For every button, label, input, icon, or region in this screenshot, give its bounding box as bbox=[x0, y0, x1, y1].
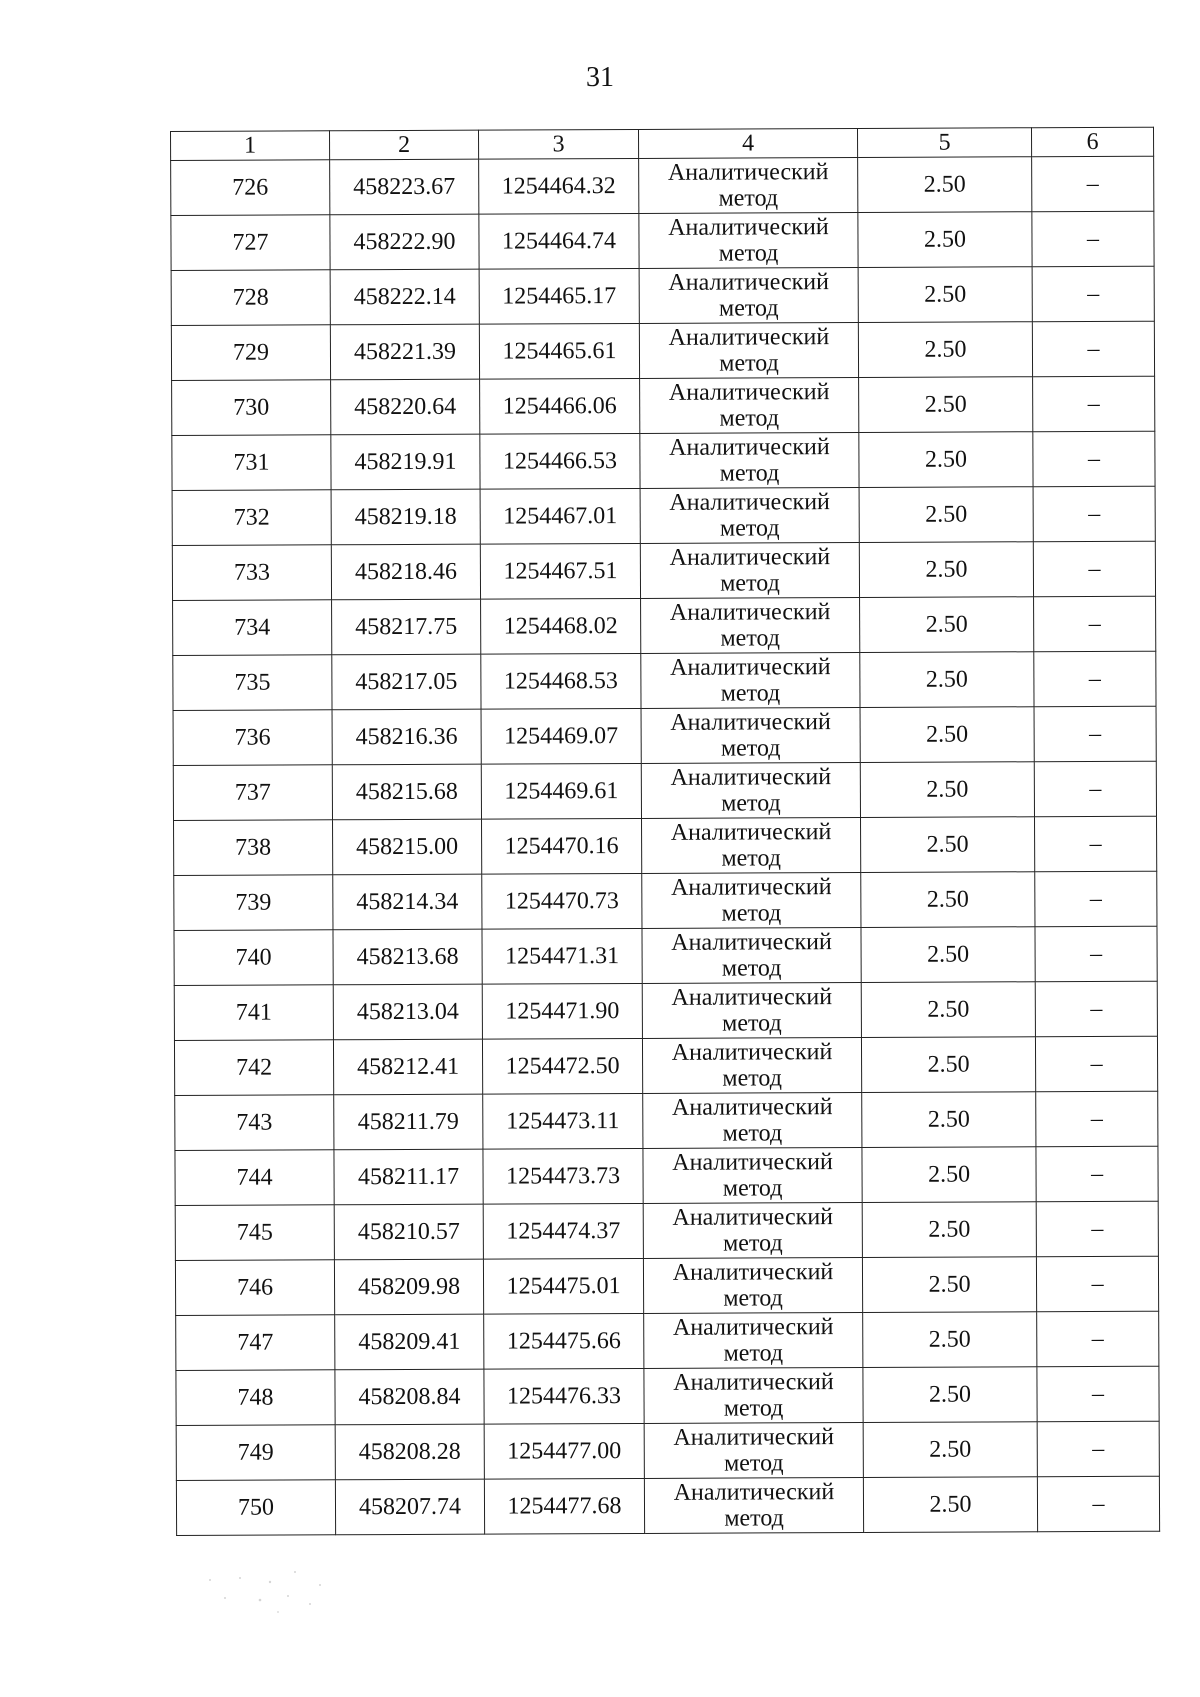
y-coordinate-cell: 1254473.73 bbox=[483, 1148, 643, 1204]
accuracy-cell: 2.50 bbox=[859, 432, 1033, 488]
note-cell: – bbox=[1035, 981, 1157, 1037]
method-line-1: Аналитический bbox=[673, 1369, 834, 1396]
header-row bbox=[171, 127, 1154, 160]
y-coordinate-cell: 1254471.90 bbox=[482, 983, 642, 1039]
table-row bbox=[172, 431, 1155, 490]
table-row bbox=[171, 211, 1154, 270]
method-cell bbox=[644, 1477, 863, 1533]
method-line-1: Аналитический bbox=[672, 1259, 834, 1286]
table-row bbox=[176, 1476, 1159, 1535]
point-number-cell: 736 bbox=[173, 710, 332, 766]
header-col-2: 2 bbox=[330, 130, 479, 160]
method-cell bbox=[640, 542, 859, 598]
method-line-2: метод bbox=[720, 735, 781, 762]
x-coordinate-cell: 458222.90 bbox=[330, 214, 479, 270]
method-line-1: Аналитический bbox=[673, 1424, 835, 1451]
accuracy-cell: 2.50 bbox=[861, 927, 1035, 983]
header-col-4: 4 bbox=[638, 129, 857, 159]
method-cell bbox=[639, 212, 858, 268]
method-cell bbox=[640, 432, 859, 488]
method-cell bbox=[641, 762, 860, 818]
y-coordinate-cell: 1254464.74 bbox=[479, 213, 639, 269]
y-coordinate-cell: 1254474.37 bbox=[483, 1203, 643, 1259]
x-coordinate-cell: 458212.41 bbox=[333, 1039, 482, 1095]
method-line-1: Аналитический bbox=[670, 764, 832, 791]
accuracy-cell: 2.50 bbox=[858, 322, 1032, 378]
point-number-cell: 740 bbox=[174, 930, 333, 986]
note-cell: – bbox=[1032, 321, 1154, 377]
y-coordinate-cell: 1254469.07 bbox=[481, 708, 641, 764]
x-coordinate-cell: 458208.28 bbox=[335, 1424, 484, 1480]
accuracy-cell: 2.50 bbox=[863, 1367, 1037, 1423]
point-number-cell: 743 bbox=[175, 1095, 334, 1151]
method-line-2: метод bbox=[721, 845, 782, 872]
note-cell: – bbox=[1035, 1036, 1157, 1092]
table-row bbox=[172, 486, 1155, 545]
method-line-2: метод bbox=[721, 955, 782, 982]
y-coordinate-cell: 1254473.11 bbox=[483, 1093, 643, 1149]
note-cell: – bbox=[1037, 1476, 1159, 1532]
point-number-cell: 741 bbox=[174, 985, 333, 1041]
y-coordinate-cell: 1254471.31 bbox=[482, 928, 642, 984]
method-cell bbox=[644, 1422, 863, 1478]
table-row bbox=[173, 706, 1156, 765]
accuracy-cell: 2.50 bbox=[858, 267, 1032, 323]
y-coordinate-cell: 1254466.06 bbox=[480, 378, 640, 434]
point-number-cell: 729 bbox=[171, 325, 330, 381]
x-coordinate-cell: 458214.34 bbox=[333, 874, 482, 930]
y-coordinate-cell: 1254465.61 bbox=[479, 323, 639, 379]
point-number-cell: 727 bbox=[171, 215, 330, 271]
method-line-2: метод bbox=[723, 1340, 784, 1367]
point-number-cell: 748 bbox=[176, 1370, 335, 1426]
method-cell bbox=[639, 157, 858, 213]
y-coordinate-cell: 1254466.53 bbox=[480, 433, 640, 489]
note-cell: – bbox=[1033, 486, 1155, 542]
table-row bbox=[174, 816, 1157, 875]
method-cell bbox=[644, 1312, 863, 1368]
point-number-cell: 737 bbox=[173, 765, 332, 821]
x-coordinate-cell: 458222.14 bbox=[330, 269, 479, 325]
point-number-cell: 742 bbox=[174, 1040, 333, 1096]
method-line-2: метод bbox=[720, 570, 780, 597]
accuracy-cell: 2.50 bbox=[859, 487, 1033, 543]
method-line-2: метод bbox=[722, 1065, 782, 1092]
method-line-2: метод bbox=[723, 1230, 783, 1257]
note-cell: – bbox=[1035, 871, 1157, 927]
table-row bbox=[173, 761, 1156, 820]
point-number-cell: 738 bbox=[174, 820, 333, 876]
method-cell bbox=[639, 322, 858, 378]
x-coordinate-cell: 458215.00 bbox=[333, 819, 482, 875]
x-coordinate-cell: 458208.84 bbox=[335, 1369, 484, 1425]
method-line-2: метод bbox=[722, 1010, 782, 1037]
header-col-6: 6 bbox=[1031, 127, 1153, 157]
method-line-2: метод bbox=[718, 240, 779, 267]
method-line-2: метод bbox=[720, 680, 781, 707]
y-coordinate-cell: 1254467.01 bbox=[480, 488, 640, 544]
method-cell bbox=[641, 707, 860, 763]
point-number-cell: 739 bbox=[174, 875, 333, 931]
method-line-2: метод bbox=[723, 1395, 784, 1422]
method-cell bbox=[642, 1037, 861, 1093]
y-coordinate-cell: 1254470.16 bbox=[482, 818, 642, 874]
note-cell: – bbox=[1036, 1256, 1158, 1312]
note-cell: – bbox=[1033, 541, 1155, 597]
point-number-cell: 726 bbox=[171, 160, 330, 216]
method-line-1: Аналитический bbox=[673, 1479, 835, 1506]
point-number-cell: 744 bbox=[175, 1150, 334, 1206]
table-row bbox=[172, 541, 1155, 600]
method-line-2: метод bbox=[719, 515, 780, 542]
method-cell bbox=[643, 1092, 862, 1148]
method-line-1: Аналитический bbox=[670, 654, 831, 681]
y-coordinate-cell: 1254475.01 bbox=[483, 1258, 643, 1314]
x-coordinate-cell: 458211.17 bbox=[334, 1149, 483, 1205]
scan-artifact bbox=[200, 1560, 340, 1620]
accuracy-cell: 2.50 bbox=[863, 1422, 1037, 1478]
method-line-2: метод bbox=[723, 1285, 783, 1312]
y-coordinate-cell: 1254477.68 bbox=[484, 1478, 644, 1534]
header-col-3: 3 bbox=[478, 129, 638, 159]
y-coordinate-cell: 1254469.61 bbox=[481, 763, 641, 819]
method-cell bbox=[641, 597, 860, 653]
method-cell bbox=[641, 652, 860, 708]
note-cell: – bbox=[1036, 1201, 1158, 1257]
table-row bbox=[176, 1311, 1159, 1370]
note-cell: – bbox=[1032, 266, 1154, 322]
note-cell: – bbox=[1037, 1311, 1159, 1367]
y-coordinate-cell: 1254468.53 bbox=[481, 653, 641, 709]
method-line-2: метод bbox=[722, 1175, 783, 1202]
method-line-1: Аналитический bbox=[669, 489, 830, 516]
point-number-cell: 735 bbox=[173, 655, 332, 711]
x-coordinate-cell: 458220.64 bbox=[331, 379, 480, 435]
method-cell bbox=[643, 1257, 862, 1313]
accuracy-cell: 2.50 bbox=[858, 157, 1032, 213]
point-number-cell: 730 bbox=[172, 380, 331, 436]
table-row bbox=[175, 1146, 1158, 1205]
point-number-cell: 733 bbox=[172, 545, 331, 601]
note-cell: – bbox=[1032, 156, 1154, 212]
accuracy-cell: 2.50 bbox=[862, 1147, 1036, 1203]
note-cell: – bbox=[1037, 1366, 1159, 1422]
note-cell: – bbox=[1035, 926, 1157, 982]
method-line-2: метод bbox=[718, 295, 779, 322]
accuracy-cell: 2.50 bbox=[860, 597, 1034, 653]
point-number-cell: 728 bbox=[171, 270, 330, 326]
y-coordinate-cell: 1254464.32 bbox=[479, 158, 639, 214]
method-line-2: метод bbox=[723, 1450, 784, 1477]
table-row bbox=[173, 651, 1156, 710]
method-line-1: Аналитический bbox=[669, 434, 830, 461]
method-cell bbox=[640, 377, 859, 433]
point-number-cell: 749 bbox=[176, 1425, 335, 1481]
x-coordinate-cell: 458217.75 bbox=[332, 599, 481, 655]
x-coordinate-cell: 458213.68 bbox=[333, 929, 482, 985]
method-cell bbox=[643, 1147, 862, 1203]
table-row bbox=[175, 1256, 1158, 1315]
accuracy-cell: 2.50 bbox=[862, 1257, 1036, 1313]
note-cell: – bbox=[1036, 1146, 1158, 1202]
accuracy-cell: 2.50 bbox=[862, 1092, 1036, 1148]
method-cell bbox=[642, 982, 861, 1038]
table-row bbox=[171, 156, 1154, 215]
method-line-1: Аналитический bbox=[672, 1314, 834, 1341]
y-coordinate-cell: 1254477.00 bbox=[484, 1423, 644, 1479]
x-coordinate-cell: 458211.79 bbox=[334, 1094, 483, 1150]
table-row bbox=[174, 1036, 1157, 1095]
table-row bbox=[172, 376, 1155, 435]
table-row bbox=[174, 871, 1157, 930]
note-cell: – bbox=[1035, 816, 1157, 872]
x-coordinate-cell: 458209.98 bbox=[334, 1259, 483, 1315]
method-line-2: метод bbox=[722, 1120, 783, 1147]
method-cell bbox=[642, 872, 861, 928]
method-line-2: метод bbox=[719, 405, 780, 432]
table-row bbox=[175, 1201, 1158, 1260]
x-coordinate-cell: 458207.74 bbox=[335, 1479, 484, 1535]
y-coordinate-cell: 1254465.17 bbox=[479, 268, 639, 324]
method-line-1: Аналитический bbox=[668, 379, 830, 406]
y-coordinate-cell: 1254476.33 bbox=[484, 1368, 644, 1424]
method-line-1: Аналитический bbox=[668, 269, 829, 296]
table-row bbox=[175, 1091, 1158, 1150]
method-line-2: метод bbox=[724, 1505, 784, 1532]
accuracy-cell: 2.50 bbox=[861, 982, 1035, 1038]
page-number: 31 bbox=[586, 62, 614, 93]
table-header bbox=[171, 127, 1154, 160]
method-line-1: Аналитический bbox=[671, 1039, 833, 1066]
header-col-5: 5 bbox=[857, 128, 1031, 158]
note-cell: – bbox=[1034, 596, 1156, 652]
table-row bbox=[173, 596, 1156, 655]
y-coordinate-cell: 1254475.66 bbox=[484, 1313, 644, 1369]
table-row bbox=[176, 1366, 1159, 1425]
x-coordinate-cell: 458223.67 bbox=[330, 159, 479, 215]
note-cell: – bbox=[1033, 431, 1155, 487]
method-cell bbox=[642, 817, 861, 873]
x-coordinate-cell: 458213.04 bbox=[333, 984, 482, 1040]
note-cell: – bbox=[1033, 376, 1155, 432]
x-coordinate-cell: 458221.39 bbox=[330, 324, 479, 380]
x-coordinate-cell: 458210.57 bbox=[334, 1204, 483, 1260]
accuracy-cell: 2.50 bbox=[858, 212, 1032, 268]
header-col-1: 1 bbox=[171, 131, 330, 161]
point-number-cell: 746 bbox=[175, 1260, 334, 1316]
method-cell bbox=[643, 1202, 862, 1258]
point-number-cell: 750 bbox=[176, 1480, 335, 1536]
table-row bbox=[174, 926, 1157, 985]
point-number-cell: 745 bbox=[175, 1205, 334, 1261]
method-line-1: Аналитический bbox=[667, 159, 829, 186]
method-line-1: Аналитический bbox=[670, 819, 832, 846]
table-row bbox=[171, 321, 1154, 380]
y-coordinate-cell: 1254467.51 bbox=[480, 543, 640, 599]
table-row bbox=[176, 1421, 1159, 1480]
coordinates-table bbox=[170, 127, 1160, 1536]
method-line-2: метод bbox=[721, 790, 781, 817]
note-cell: – bbox=[1034, 706, 1156, 762]
x-coordinate-cell: 458219.91 bbox=[331, 434, 480, 490]
y-coordinate-cell: 1254470.73 bbox=[482, 873, 642, 929]
accuracy-cell: 2.50 bbox=[860, 652, 1034, 708]
note-cell: – bbox=[1034, 761, 1156, 817]
method-cell bbox=[640, 487, 859, 543]
accuracy-cell: 2.50 bbox=[861, 1037, 1035, 1093]
accuracy-cell: 2.50 bbox=[863, 1477, 1037, 1533]
method-line-1: Аналитический bbox=[671, 929, 832, 956]
x-coordinate-cell: 458216.36 bbox=[332, 709, 481, 765]
table-row bbox=[174, 981, 1157, 1040]
note-cell: – bbox=[1034, 651, 1156, 707]
x-coordinate-cell: 458218.46 bbox=[331, 544, 480, 600]
method-line-2: метод bbox=[719, 350, 779, 377]
point-number-cell: 734 bbox=[173, 600, 332, 656]
method-line-1: Аналитический bbox=[671, 984, 833, 1011]
accuracy-cell: 2.50 bbox=[862, 1202, 1036, 1258]
table-body bbox=[171, 156, 1160, 1535]
method-cell bbox=[642, 927, 861, 983]
method-line-1: Аналитический bbox=[668, 214, 829, 241]
point-number-cell: 732 bbox=[172, 490, 331, 546]
x-coordinate-cell: 458215.68 bbox=[332, 764, 481, 820]
method-line-1: Аналитический bbox=[672, 1149, 833, 1176]
x-coordinate-cell: 458209.41 bbox=[335, 1314, 484, 1370]
x-coordinate-cell: 458219.18 bbox=[331, 489, 480, 545]
accuracy-cell: 2.50 bbox=[861, 817, 1035, 873]
note-cell: – bbox=[1037, 1421, 1159, 1477]
method-line-1: Аналитический bbox=[668, 324, 830, 351]
method-line-1: Аналитический bbox=[672, 1204, 834, 1231]
accuracy-cell: 2.50 bbox=[860, 762, 1034, 818]
accuracy-cell: 2.50 bbox=[861, 872, 1035, 928]
note-cell: – bbox=[1036, 1091, 1158, 1147]
method-line-2: метод bbox=[719, 460, 780, 487]
method-line-2: метод bbox=[721, 900, 782, 927]
point-number-cell: 731 bbox=[172, 435, 331, 491]
method-line-1: Аналитический bbox=[669, 599, 831, 626]
accuracy-cell: 2.50 bbox=[859, 542, 1033, 598]
note-cell: – bbox=[1032, 211, 1154, 267]
method-cell bbox=[639, 267, 858, 323]
y-coordinate-cell: 1254472.50 bbox=[482, 1038, 642, 1094]
table-row bbox=[171, 266, 1154, 325]
method-line-2: метод bbox=[718, 185, 779, 212]
x-coordinate-cell: 458217.05 bbox=[332, 654, 481, 710]
accuracy-cell: 2.50 bbox=[863, 1312, 1037, 1368]
accuracy-cell: 2.50 bbox=[859, 377, 1033, 433]
method-line-1: Аналитический bbox=[670, 874, 832, 901]
y-coordinate-cell: 1254468.02 bbox=[481, 598, 641, 654]
point-number-cell: 747 bbox=[176, 1315, 335, 1371]
method-line-1: Аналитический bbox=[670, 709, 831, 736]
method-line-2: метод bbox=[720, 625, 781, 652]
method-cell bbox=[644, 1367, 863, 1423]
method-line-1: Аналитический bbox=[671, 1094, 833, 1121]
method-line-1: Аналитический bbox=[669, 544, 831, 571]
accuracy-cell: 2.50 bbox=[860, 707, 1034, 763]
